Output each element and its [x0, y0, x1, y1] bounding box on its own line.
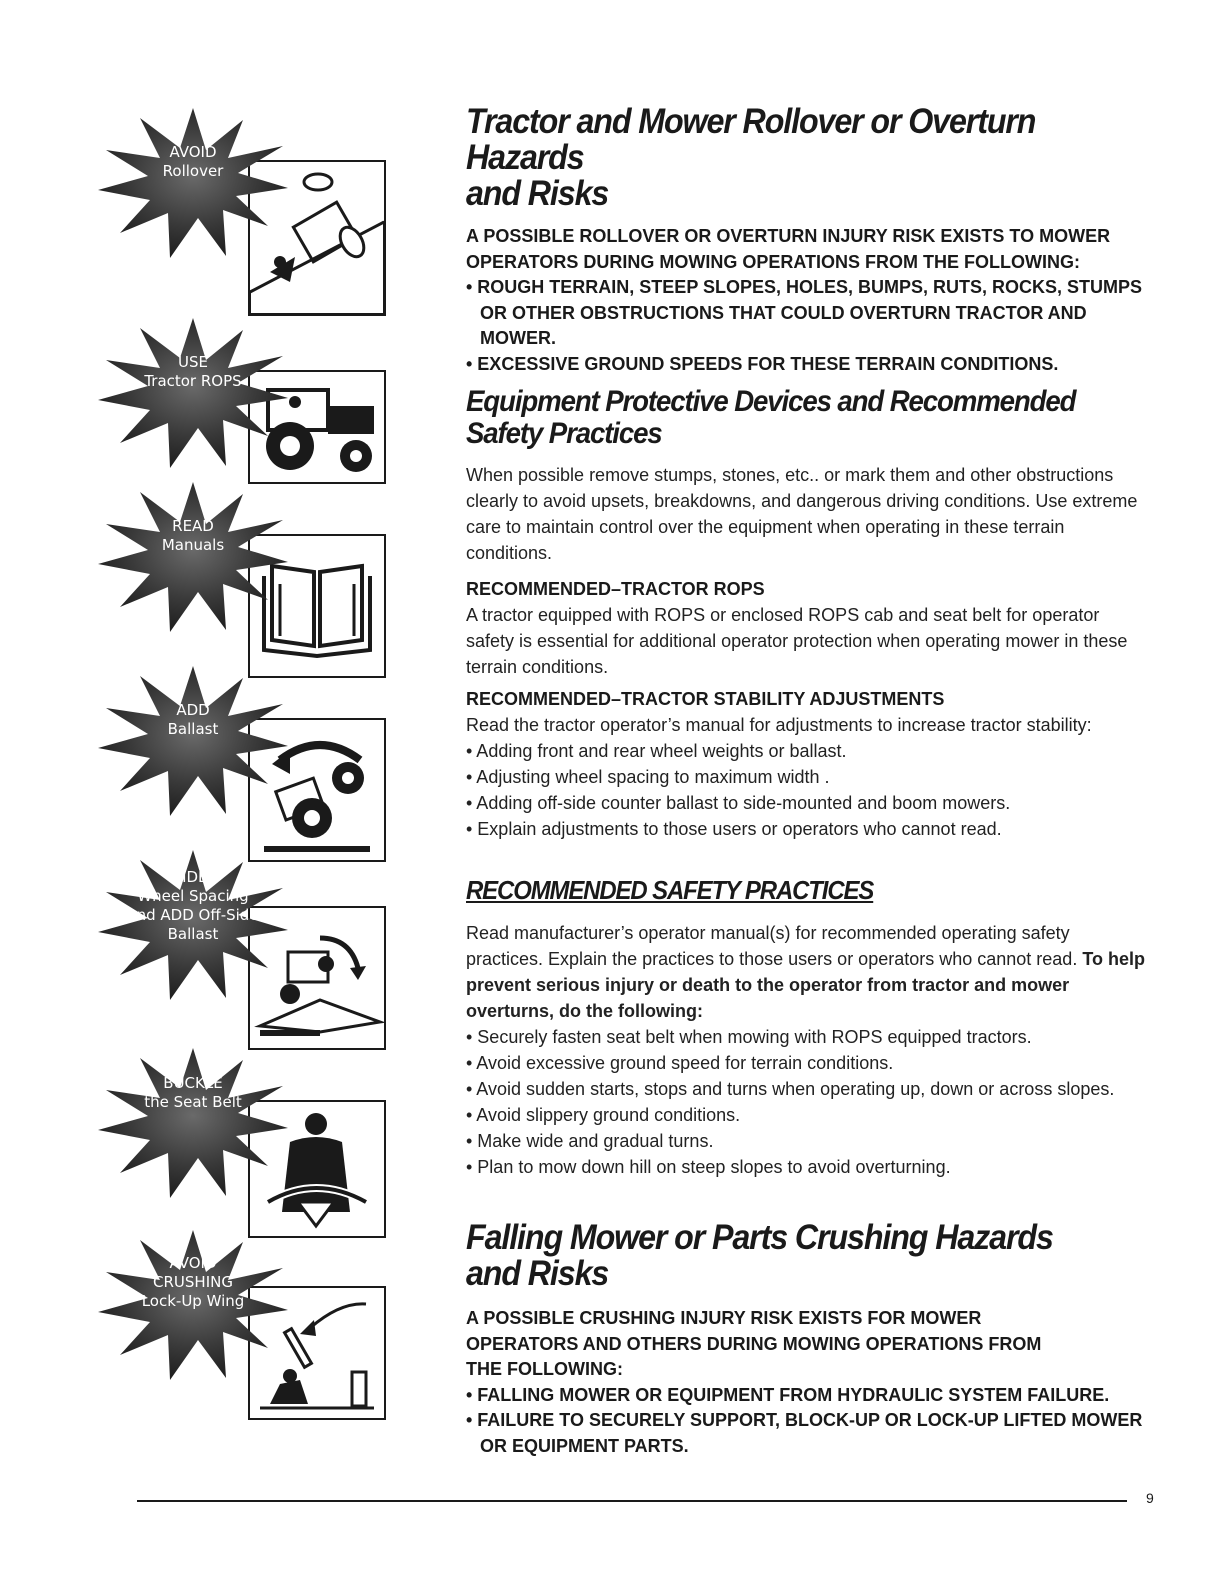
rollover-intro: A POSSIBLE ROLLOVER OR OVERTURN INJURY RISK EXISTS TO MOWER OPERATORS DURING MOWING OPERATIONS FROM THE FOLLOWING:: [466, 226, 1111, 272]
icon-avoid-rollover: [90, 108, 400, 328]
icon-label-line2: Rollover: [162, 162, 224, 180]
section-title: [466, 386, 1092, 450]
section-crushing-hazards: [466, 1220, 1146, 1459]
icon-avoid-crushing: [90, 1230, 400, 1450]
icon-label-line2: the Seat Belt: [144, 1093, 242, 1111]
starburst-icon: [98, 108, 288, 258]
crushing-bullet: • FAILURE TO SECURELY SUPPORT, BLOCK-UP OR LOCK-UP LIFTED MOWER OR EQUIPMENT PARTS.: [466, 1410, 1143, 1456]
icon-label-line1: AVOID: [169, 143, 217, 161]
safety-bullet: • Avoid excessive ground speed for terrain conditions.: [466, 1053, 894, 1073]
starburst-icon: [98, 1048, 288, 1198]
title-line1: Tractor and Mower Rollover or Overturn Hazards: [466, 102, 1036, 177]
safety-bullet: • Make wide and gradual turns.: [466, 1131, 714, 1151]
stability-text: Read the tractor operator’s manual for adjustments to increase tractor stability:: [466, 715, 1092, 735]
rops-heading: RECOMMENDED–TRACTOR ROPS: [466, 579, 765, 599]
icon-label-line2: Tractor ROPS: [144, 372, 242, 390]
icon-label-line1: READ: [172, 517, 214, 535]
icon-label-line2: CRUSHING: [153, 1273, 233, 1291]
title-line2: Safety Practices: [466, 417, 662, 450]
stability-bullet: • Adding front and rear wheel weights or ballast.: [466, 741, 847, 761]
stability-bullet: • Adjusting wheel spacing to maximum width .: [466, 767, 830, 787]
icon-label-line4: Ballast: [167, 925, 219, 943]
icon-label-line1: AVOID: [169, 1254, 217, 1272]
page-number: 9: [1146, 1490, 1154, 1506]
title-line1: Equipment Protective Devices and Recommended: [466, 385, 1076, 418]
icon-label-line1: USE: [178, 353, 208, 371]
icon-label-line3: Lock-Up Wing: [141, 1292, 245, 1310]
icon-label-line1: WIDEN: [167, 868, 219, 886]
rollover-bullet: • EXCESSIVE GROUND SPEEDS FOR THESE TERRAIN CONDITIONS.: [466, 353, 1059, 374]
stability-bullet: • Explain adjustments to those users or operators who cannot read.: [466, 819, 1002, 839]
safety-paragraph-plain: Read manufacturer’s operator manual(s) for recommended operating safety practices. Explain the practices to those users or operators who cannot read.: [466, 923, 1078, 969]
icon-label-line2: Ballast: [167, 720, 219, 738]
rops-text: A tractor equipped with ROPS or enclosed ROPS cab and seat belt for operator safety is essential for additional operator protection when operating mower in these terrain conditions.: [466, 605, 1128, 677]
title-line2: and Risks: [466, 174, 609, 213]
section-safety-practices: [466, 874, 1146, 1180]
section-protective-devices: [466, 386, 1146, 842]
safety-paragraph: [466, 920, 1146, 1024]
icon-widen-wheel-spacing: [90, 850, 400, 1070]
icon-label-line3: and ADD Off-Side: [127, 906, 259, 924]
starburst-icon: [98, 666, 288, 816]
icon-label-line2: Manuals: [161, 536, 225, 554]
safety-paragraph-bold: To help prevent serious injury or death to the operator from tractor and mower overturns, do the following:: [466, 949, 1146, 1021]
icon-label-line1: ADD: [176, 701, 210, 719]
section-rollover-hazards: [466, 104, 1146, 377]
section-title: [466, 104, 1092, 212]
stability-heading: RECOMMENDED–TRACTOR STABILITY ADJUSTMENTS: [466, 689, 945, 709]
safety-bullet: • Plan to mow down hill on steep slopes to avoid overturning.: [466, 1157, 951, 1177]
section-title: RECOMMENDED SAFETY PRACTICES: [466, 875, 874, 905]
rollover-bullet: • ROUGH TERRAIN, STEEP SLOPES, HOLES, BUMPS, RUTS, ROCKS, STUMPS OR OTHER OBSTRUCTIONS THAT COULD OVERTURN TRACTOR AND MOWER.: [466, 277, 1143, 348]
safety-bullet: • Avoid slippery ground conditions.: [466, 1105, 741, 1125]
icon-label-line2: Wheel Spacing: [137, 887, 249, 905]
crushing-bullet: • FALLING MOWER OR EQUIPMENT FROM HYDRAULIC SYSTEM FAILURE.: [466, 1384, 1110, 1405]
crushing-intro: A POSSIBLE CRUSHING INJURY RISK EXISTS FOR MOWER OPERATORS AND OTHERS DURING MOWING OPERATIONS FROM THE FOLLOWING:: [466, 1308, 1042, 1379]
safety-bullet: • Avoid sudden starts, stops and turns when operating up, down or across slopes.: [466, 1079, 1115, 1099]
icon-label-line1: BUCKLE: [163, 1074, 223, 1092]
stability-bullet: • Adding off-side counter ballast to side-mounted and boom mowers.: [466, 793, 1011, 813]
footer-rule: [137, 1500, 1127, 1502]
protective-paragraph: When possible remove stumps, stones, etc.. or mark them and other obstructions clearly to avoid upsets, breakdowns, and dangerous driving conditions. Use extreme care to maintain control over the equipment when operating in these terrain conditions.: [466, 465, 1138, 563]
section-title: Falling Mower or Parts Crushing Hazards and Risks: [466, 1218, 1053, 1293]
safety-bullet: • Securely fasten seat belt when mowing with ROPS equipped tractors.: [466, 1027, 1032, 1047]
starburst-icon: [98, 482, 288, 632]
starburst-icon: [98, 318, 288, 468]
